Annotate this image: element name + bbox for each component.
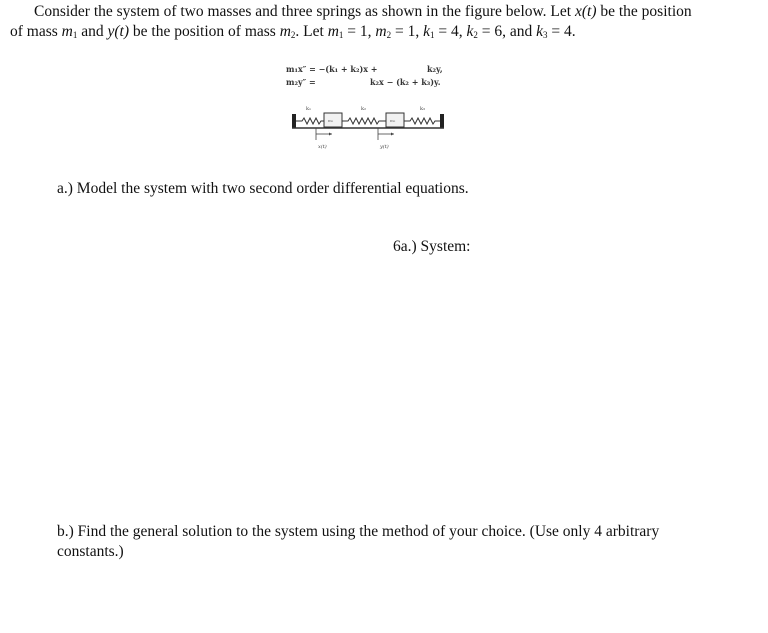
intro-text: be the position xyxy=(596,3,692,20)
subscript: 2 xyxy=(290,30,296,40)
subscript: 1 xyxy=(430,30,435,40)
system-answer-label: 6a.) System: xyxy=(393,238,471,255)
problem-line-1 xyxy=(10,2,760,22)
subscript: 2 xyxy=(473,30,478,40)
y-of-t: y(t) xyxy=(107,23,130,40)
equation-1-left: m₁x″ = −(k₁ + k₂)x + xyxy=(286,64,378,74)
spring-k1 xyxy=(296,118,324,124)
m1-label: m₁ xyxy=(328,118,334,123)
y-arrowhead xyxy=(391,133,394,136)
question-b: b.) Find the general solution to the system using the method of your choice. (Use only 4 arbitrary constants.) xyxy=(57,523,660,560)
mass-1-symbol: m xyxy=(61,23,73,40)
equation-1-right: k₂y, xyxy=(427,64,443,74)
subscript: 3 xyxy=(543,30,548,40)
param-value: = 4, xyxy=(434,23,467,40)
intro-text: Consider the system of two masses and three springs as shown in the figure below. Let xyxy=(34,3,575,20)
spring-k2 xyxy=(342,118,386,124)
param-value: = 1, xyxy=(391,23,424,40)
param-k2: k xyxy=(466,23,474,40)
y-position-label: y(t) xyxy=(380,144,389,150)
param-value: = 1, xyxy=(343,23,376,40)
param-k1: k xyxy=(423,23,430,40)
x-of-t: x(t) xyxy=(574,3,597,20)
intro-text: of mass xyxy=(10,23,62,40)
m2-label: m₂ xyxy=(390,118,396,123)
x-position-label: x(t) xyxy=(318,144,327,150)
k3-label: k₃ xyxy=(420,106,426,112)
k2-label: k₂ xyxy=(361,106,367,112)
equation-2-right: k₂x − (k₂ + k₃)y. xyxy=(370,77,441,87)
problem-statement xyxy=(10,2,760,45)
subscript: 1 xyxy=(72,30,78,40)
k1-label: k₁ xyxy=(306,106,312,112)
intro-text: and xyxy=(77,23,108,40)
intro-text: . Let xyxy=(295,23,328,40)
intro-text: be the position of mass xyxy=(129,23,280,40)
param-k3: k xyxy=(536,23,544,40)
x-arrowhead xyxy=(329,133,332,136)
left-wall xyxy=(292,114,296,128)
spring-k3 xyxy=(404,118,440,124)
spring-mass-figure xyxy=(288,100,448,160)
subscript: 1 xyxy=(338,30,344,40)
param-m1: m xyxy=(327,23,339,40)
equation-2-left: m₂y″ = xyxy=(286,77,316,87)
right-wall xyxy=(440,114,444,128)
problem-line-2 xyxy=(10,22,760,45)
subscript: 2 xyxy=(386,30,392,40)
param-m2: m xyxy=(375,23,387,40)
question-a: a.) Model the system with two second order differential equations. xyxy=(57,180,469,197)
param-value: = 6, and xyxy=(477,23,537,40)
mass-2-symbol: m xyxy=(279,23,291,40)
param-value: = 4. xyxy=(547,23,576,40)
